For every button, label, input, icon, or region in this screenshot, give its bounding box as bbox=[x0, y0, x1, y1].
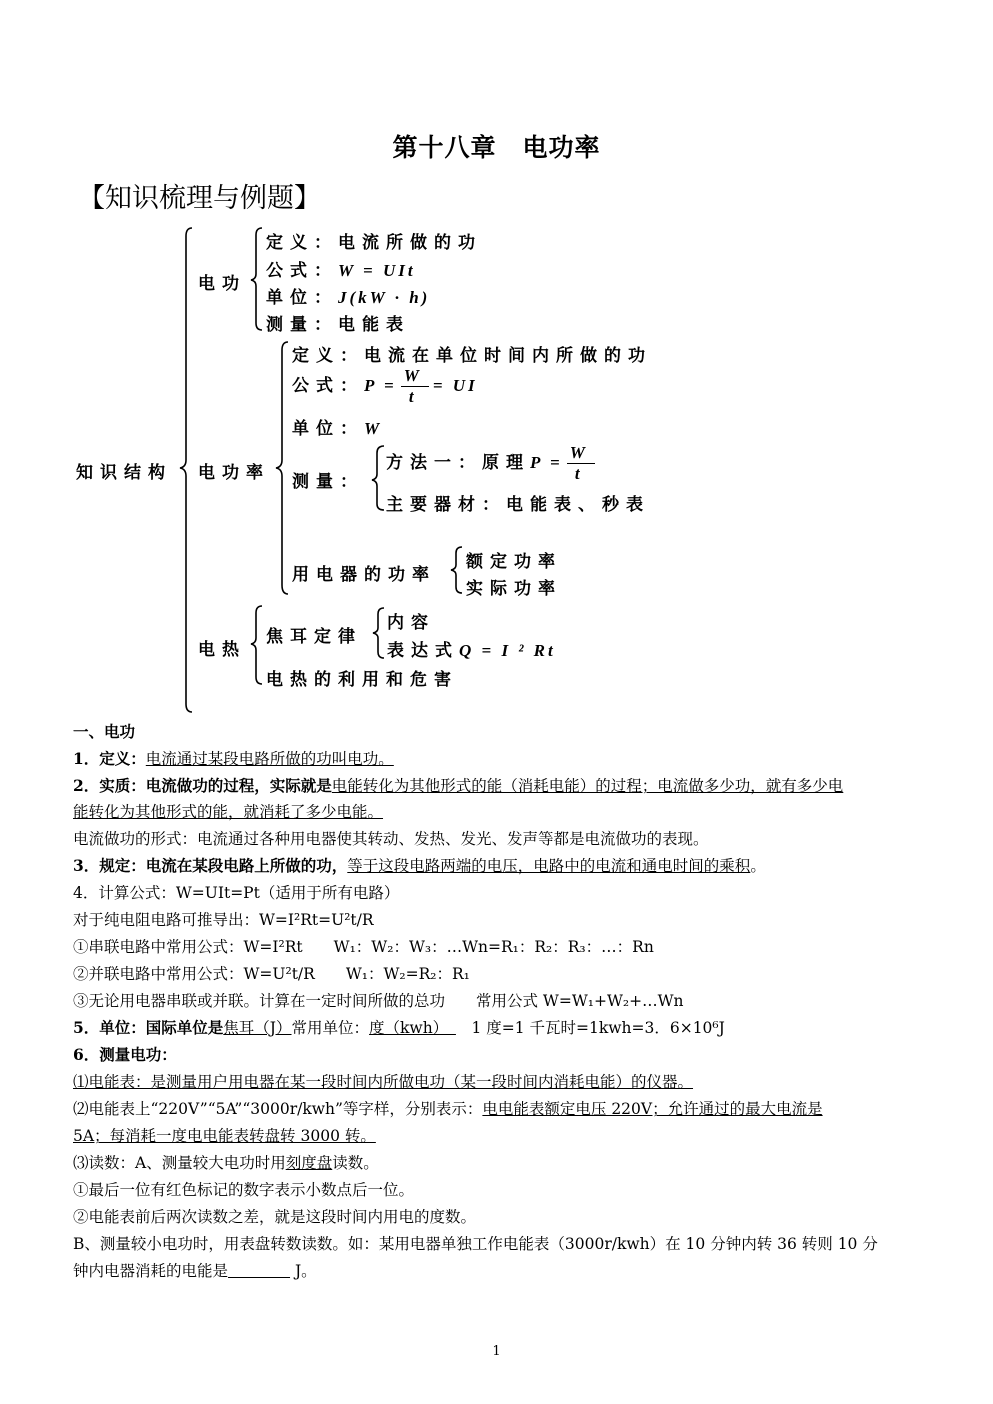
line-meter-def: ⑴电能表：是测量用户用电器在某一段时间内所做电功（某一段时间内消耗电能）的仪器。 bbox=[73, 1073, 694, 1091]
tree-root: 知识结构 bbox=[76, 463, 172, 483]
tree-work-measure: 测量：电能表 bbox=[266, 315, 410, 335]
measure-bracket bbox=[372, 446, 384, 510]
section-1-heading: 一、电功 bbox=[73, 722, 136, 741]
line-reading: ⑶读数：A、测量较大电功时用刻度盘读数。 bbox=[73, 1154, 379, 1172]
joule-bracket bbox=[373, 608, 384, 658]
tree-power-definition: 定义：电流在单位时间内所做的功 bbox=[292, 346, 652, 366]
tree-work-formula: 公式：W = UIt bbox=[266, 261, 416, 281]
tree-power-unit: 单位：W bbox=[292, 419, 383, 439]
tree-power-actual: 实际功率 bbox=[466, 579, 562, 599]
line-formula: 4．计算公式：W=UIt=Pt（适用于所有电路） bbox=[73, 884, 400, 902]
line-rule: 3．规定：电流在某段电路上所做的功，等于这段电路两端的电压，电路中的电流和通电时间的乘积。 bbox=[73, 856, 766, 875]
main-bracket bbox=[180, 228, 192, 712]
power-bracket bbox=[276, 342, 288, 594]
line-parallel: ②并联电路中常用公式：W=U²t/R W₁：W₂=R₂：R₁ bbox=[73, 965, 470, 983]
line-definition: 1．定义：电流通过某段电路所做的功叫电功。 bbox=[73, 749, 394, 768]
line-meter-labels: ⑵电能表上“220V”“5A”“3000r/kwh”等字样，分别表示：电电能表额定电压 220V；允许通过的最大电流是 bbox=[73, 1100, 823, 1118]
line-reading-1: ①最后一位有红色标记的数字表示小数点后一位。 bbox=[73, 1181, 415, 1199]
tree-power-measure-label: 测量： bbox=[292, 472, 364, 492]
tree-power-label: 电功率 bbox=[198, 463, 270, 483]
page-title: 第十八章 电功率 bbox=[392, 133, 601, 162]
answer-blank[interactable] bbox=[228, 1262, 290, 1280]
section-heading: 【知识梳理与例题】 bbox=[78, 183, 321, 214]
appliance-bracket bbox=[451, 547, 462, 593]
tree-work-definition: 定义：电流所做的功 bbox=[266, 233, 482, 253]
line-reading-2: ②电能表前后两次读数之差，就是这段时间内用电的度数。 bbox=[73, 1208, 477, 1226]
tree-heat-content: 内容 bbox=[387, 613, 435, 633]
line-pure-resistor: 对于纯电阻电路可推导出：W=I²Rt=U²t/R bbox=[73, 911, 374, 929]
tree-work-label: 电功 bbox=[198, 274, 246, 294]
line-essence: 2．实质：电流做功的过程，实际就是电能转化为其他形式的能（消耗电能）的过程；电流做多少功，就有多少电 bbox=[73, 776, 844, 795]
tree-heat-joule: 焦耳定律 bbox=[266, 627, 362, 647]
line-small-work: B、测量较小电功时，用表盘转数读数。如：某用电器单独工作电能表（3000r/kwh）在 10 分钟内转 36 转则 10 分 bbox=[73, 1235, 878, 1253]
line-essence-cont: 能转化为其他形式的能，就消耗了多少电能。 bbox=[73, 803, 384, 821]
line-meter-labels-cont: 5A；每消耗一度电电能表转盘转 3000 转。 bbox=[73, 1127, 376, 1145]
tree-power-equipment: 主要器材：电能表、秒表 bbox=[386, 495, 650, 515]
line-unit: 5．单位：国际单位是焦耳（J）常用单位：度（kwh） 1 度=1 千瓦时=1kwh=3．6×10⁶J bbox=[73, 1018, 725, 1037]
tree-work-unit: 单位：J(kW · h) bbox=[266, 288, 431, 308]
work-bracket bbox=[251, 228, 262, 330]
tree-power-appliance-label: 用电器的功率 bbox=[292, 565, 436, 585]
tree-heat-label: 电热 bbox=[198, 640, 246, 660]
heat-bracket bbox=[251, 606, 262, 684]
tree-power-formula: 公式：P = $\frac{W}{t}$ = UI bbox=[292, 366, 478, 406]
page-number: 1 bbox=[492, 1344, 501, 1359]
line-series: ①串联电路中常用公式：W=I²Rt W₁：W₂：W₃：…Wn=R₁：R₂：R₃：…：Rn bbox=[73, 938, 654, 956]
tree-heat-expression: 表达式Q = I ² Rt bbox=[387, 641, 556, 661]
line-measure: 6．测量电功： bbox=[73, 1045, 177, 1064]
line-total-work: ③无论用电器串联或并联。计算在一定时间所做的总功 常用公式 W=W₁+W₂+…Wn bbox=[73, 992, 684, 1010]
tree-power-method1: 方法一：原理P = $\frac{W}{t}$ bbox=[386, 443, 599, 484]
tree-heat-use: 电热的利用和危害 bbox=[266, 670, 458, 690]
line-small-work-cont: 钟内电器消耗的电能是 J。 bbox=[73, 1262, 317, 1280]
tree-power-rated: 额定功率 bbox=[466, 552, 562, 572]
line-forms: 电流做功的形式：电流通过各种用电器使其转动、发热、发光、发声等都是电流做功的表现。 bbox=[73, 830, 709, 848]
